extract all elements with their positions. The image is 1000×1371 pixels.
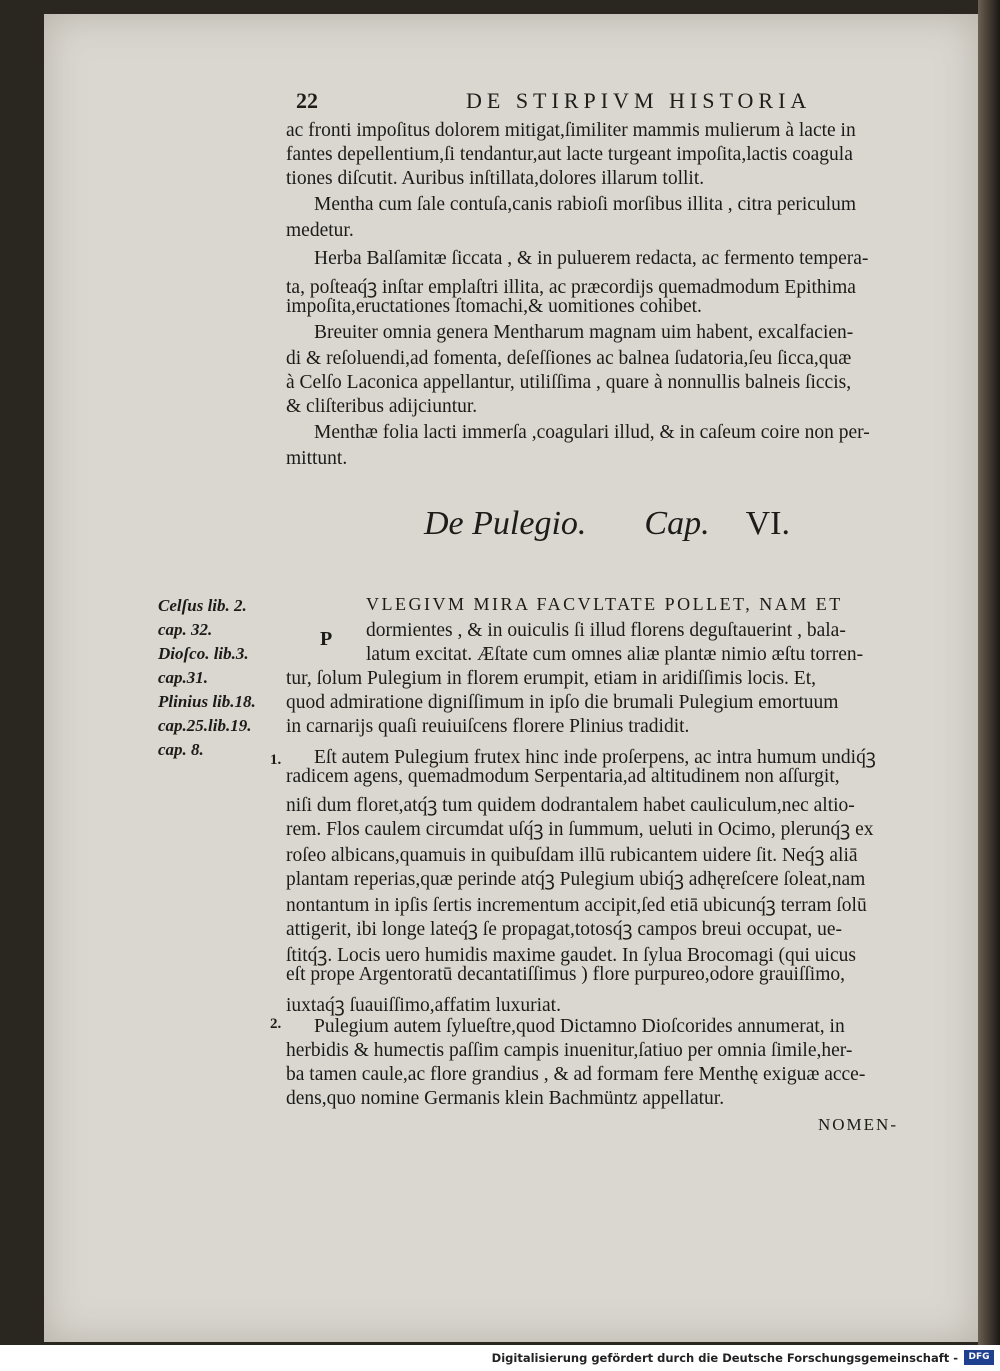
- text-line: Pulegium autem ſylueſtre,quod Dictamno Dioſcorides annumerat, in: [314, 1016, 845, 1037]
- text-line: di & reſoluendi,ad fomenta, deſeſſiones ac balnea ſudatoria,ſeu ſicca,quæ: [286, 348, 852, 369]
- text-line: plantam reperias,quæ perinde atq́ꝫ Pulegium ubiq́ꝫ adhęreſcere ſoleat,nam: [286, 869, 866, 890]
- dfg-logo: DFG: [964, 1350, 994, 1365]
- text-line: nontantum in ipſis ſertis incrementum accipit,ſed etiā ubicunq́ꝫ terram ſolū: [286, 895, 867, 916]
- margin-note: Plinius lib.18.: [158, 692, 256, 711]
- paragraph-marker-1: 1.: [270, 752, 282, 768]
- book-spine: [978, 0, 1000, 1345]
- text-line: Eſt autem Pulegium frutex hinc inde proſerpens, ac intra humum undiq́ꝫ: [314, 747, 876, 768]
- page-number: 22: [296, 88, 318, 113]
- text-line-caps: VLEGIVM MIRA FACVLTATE POLLET, NAM ET: [366, 594, 843, 614]
- margin-note: cap. 8.: [158, 740, 204, 759]
- chapter-cap-label: Cap.: [644, 505, 710, 542]
- text-line: tur, ſolum Pulegium in florem erumpit, etiam in aridiſſimis locis. Et,: [286, 668, 816, 689]
- text-line: medetur.: [286, 220, 354, 241]
- text-line: mittunt.: [286, 448, 348, 469]
- text-line: attigerit, ibi longe lateq́ꝫ ſe propagat,totosq́ꝫ campos breui occupat, ue-: [286, 919, 843, 940]
- text-line: ac fronti impoſitus dolorem mitigat,ſimiliter mammis mulierum à lacte in: [286, 120, 856, 141]
- margin-note: cap.31.: [158, 668, 209, 687]
- text-line: ta, poſteaq́ꝫ inſtar emplaſtri illita, ac præcordijs quemadmodum Epithima: [286, 277, 856, 298]
- margin-note: Celſus lib. 2.: [158, 596, 247, 615]
- margin-notes: [158, 596, 278, 764]
- text-line: tiones diſcutit. Auribus inſtillata,dolores illarum tollit.: [286, 168, 705, 189]
- chapter-number: VI.: [745, 505, 790, 542]
- margin-note: cap.25.lib.19.: [158, 716, 252, 735]
- text-line: & cliſteribus adijciuntur.: [286, 396, 478, 417]
- text-line: herbidis & humectis paſſim campis inuenitur,ſatiuo per omnia ſimile,her-: [286, 1040, 853, 1061]
- page-header: [296, 88, 936, 118]
- text-line: Herba Balſamitæ ſiccata , & in puluerem redacta, ac fermento tempera-: [314, 248, 869, 269]
- text-line: iuxtaq́ꝫ ſuauiſſimo,affatim luxuriat.: [286, 995, 561, 1016]
- chapter-title: De Pulegio.: [424, 505, 587, 542]
- text-line: fantes depellentium,ſi tendantur,aut lacte turgeant impoſita,lactis coagula: [286, 144, 853, 165]
- text-line: in carnarijs quaſi reuiuiſcens florere Plinius tradidit.: [286, 716, 690, 737]
- text-line: impoſita,eructationes ſtomachi,& uomitiones cohibet.: [286, 296, 702, 317]
- text-line: quod admiratione digniſſimum in ipſo die brumali Pulegium emortuum: [286, 692, 839, 713]
- chapter-heading: [424, 505, 790, 543]
- footer-bar: [0, 1345, 1000, 1371]
- text-line: dens,quo nomine Germanis klein Bachmüntz appellatur.: [286, 1088, 725, 1109]
- text-line: niſi dum floret,atq́ꝫ tum quidem dodrantalem habet cauliculum,nec altio-: [286, 795, 855, 816]
- text-line: rem. Flos caulem circumdat uſq́ꝫ in ſummum, ueluti in Ocimo, plerunq́ꝫ ex: [286, 819, 874, 840]
- text-line: Breuiter omnia genera Mentharum magnam uim habent, excalfacien-: [314, 322, 854, 343]
- funding-credit: Digitalisierung gefördert durch die Deutsche Forschungsgemeinschaft -: [491, 1351, 958, 1365]
- text-line: roſeo albicans,quamuis in quibuſdam illū rubicantem uidere ſit. Neq́ꝫ aliā: [286, 845, 858, 866]
- text-line: ba tamen caule,ac flore grandius , & ad formam fere Menthę exiguæ acce-: [286, 1064, 866, 1085]
- text-line: Menthæ folia lacti immerſa ,coagulari illud, & in caſeum coire non per-: [314, 422, 870, 443]
- running-title: DE STIRPIVM HISTORIA: [466, 88, 812, 113]
- text-line: eſt prope Argentoratū decantatiſſimus ) flore purpureo,odore grauiſſimo,: [286, 964, 846, 985]
- drop-cap: P: [320, 628, 333, 650]
- text-line: radicem agens, quemadmodum Serpentaria,ad altitudinem non aſſurgit,: [286, 766, 840, 787]
- margin-note: cap. 32.: [158, 620, 213, 639]
- text-line: ſtitq́ꝫ. Locis uero humidis maxime gaudet. In ſylua Brocomagi (qui uicus: [286, 945, 856, 966]
- margin-note: Dioſco. lib.3.: [158, 644, 249, 663]
- text-line: Mentha cum ſale contuſa,canis rabioſi morſibus illita , citra periculum: [314, 194, 857, 215]
- catchword: NOMEN-: [818, 1115, 898, 1134]
- text-line: dormientes , & in ouiculis ſi illud florens deguſtauerint , bala-: [366, 620, 846, 641]
- paragraph-marker-2: 2.: [270, 1016, 282, 1032]
- text-line: latum excitat. Æſtate cum omnes aliæ plantæ nimio æſtu torren-: [366, 644, 864, 665]
- text-line: à Celſo Laconica appellantur, utiliſſima , quare à nonnullis balneis ſiccis,: [286, 372, 852, 393]
